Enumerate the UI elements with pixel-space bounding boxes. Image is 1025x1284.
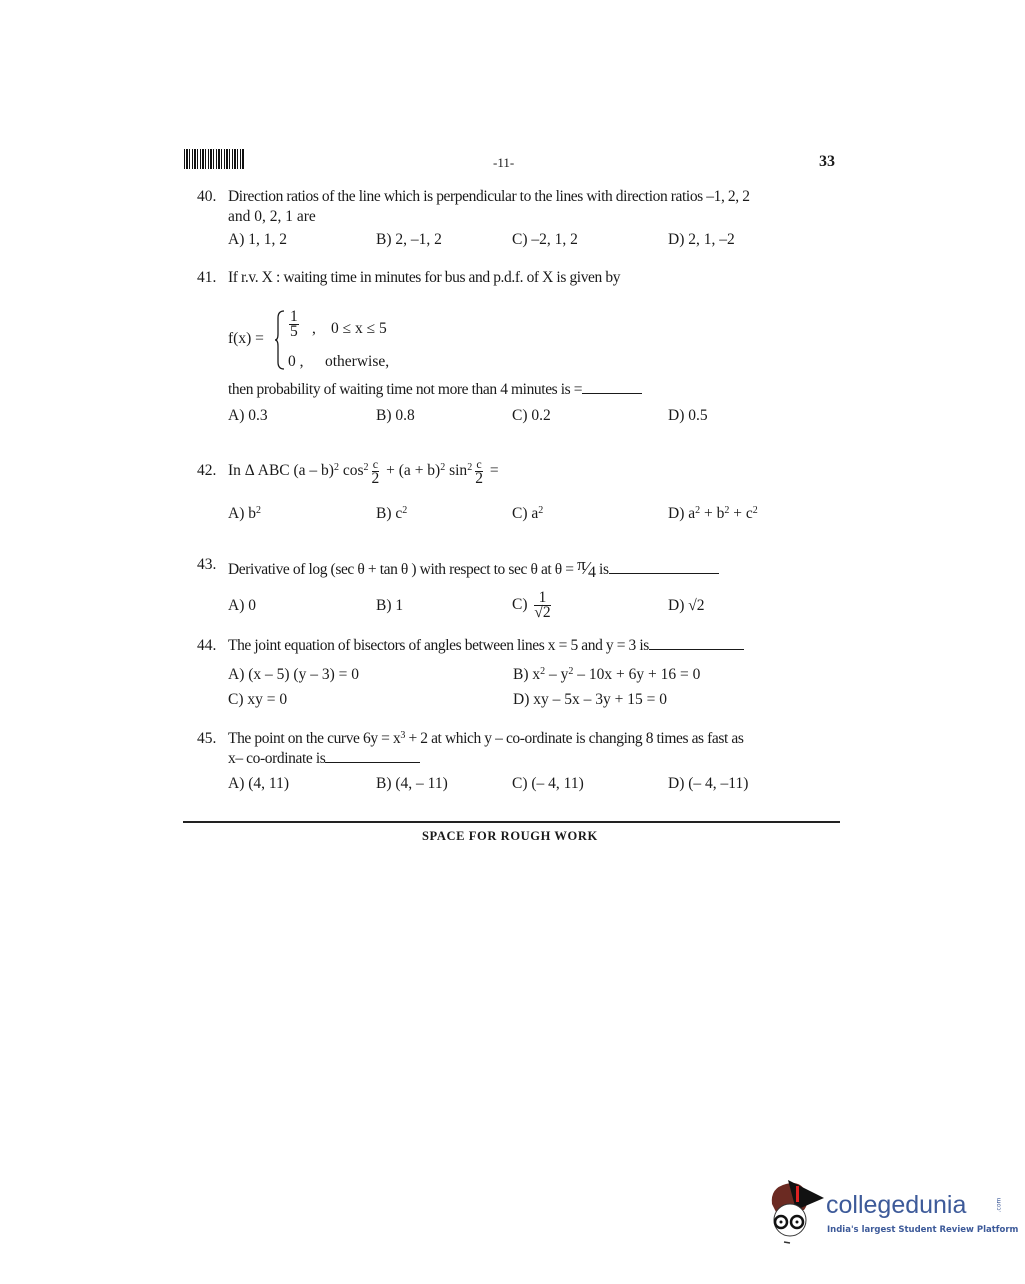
option-a: A) 0 [228, 597, 256, 614]
question-number: 40. [197, 188, 217, 205]
option-a: A) (4, 11) [228, 775, 289, 792]
question-stem: The point on the curve $6y = x^3 + 2$ at which y – co-ordinate is changing 8 times as fast as [228, 730, 744, 747]
option-d: D) (– 4, –11) [668, 775, 749, 792]
option-b: B) 0.8 [376, 407, 415, 424]
logo-wordmark: collegedunia [826, 1191, 967, 1219]
pdf-label: f(x) = [228, 330, 264, 347]
page-number: 33 [819, 153, 835, 170]
option-b: B) $x^2 - y^2 - 10x + 6y + 16 = 0$ [513, 666, 701, 683]
case1-condition: 0 ≤ x ≤ 5 [331, 320, 387, 337]
option-b: B) (4, – 11) [376, 775, 448, 792]
option-c: C) $a^2$ [512, 505, 544, 522]
question-stem: Direction ratios of the line which is perpendicular to the lines with direction ratios –1, 2, 2 [228, 188, 750, 205]
question-stem: If r.v. X : waiting time in minutes for bus and p.d.f. of X is given by [228, 269, 621, 286]
option-c: C) $\frac{1}{√2}$ [512, 588, 551, 621]
option-d: D) √2 [668, 597, 705, 614]
case1-value: $\frac{1}{5}$ [290, 308, 298, 340]
collegedunia-logo [766, 1176, 1019, 1256]
brace-icon [274, 310, 286, 370]
question-stem-cont: and 0, 2, 1 are [228, 208, 316, 225]
question-stem-cont: then probability of waiting time not more than 4 minutes is = [228, 381, 642, 399]
barcode [184, 149, 244, 169]
question-number: 44. [197, 637, 217, 654]
comma: , [312, 320, 316, 337]
case2-condition: otherwise, [325, 353, 390, 370]
option-d: D) 2, 1, –2 [668, 231, 735, 248]
question-stem: In Δ ABC (a – b)$^2$ $\cos^2$ $\frac{c}{2}$ + $(a + b)^2$ $\sin^2$ $\frac{c}{2}$ = [228, 456, 499, 487]
question-number: 42. [197, 462, 217, 479]
question-number: 45. [197, 730, 217, 747]
page-marker: -11- [493, 155, 515, 170]
case2-value: 0 , [288, 353, 304, 370]
option-c: C) xy = 0 [228, 691, 288, 708]
option-b: B) $c^2$ [376, 505, 408, 522]
option-c: C) –2, 1, 2 [512, 231, 578, 248]
option-c: C) (– 4, 11) [512, 775, 584, 792]
option-a: A) 0.3 [228, 407, 268, 424]
divider [183, 821, 840, 823]
option-d: D) xy – 5x – 3y + 15 = 0 [513, 691, 667, 708]
option-a: A) $b^2$ [228, 505, 261, 522]
option-b: B) 2, –1, 2 [376, 231, 442, 248]
logo-tagline: India's largest Student Review Platform [827, 1225, 1019, 1235]
option-a: A) (x – 5) (y – 3) = 0 [228, 666, 359, 683]
question-stem-cont: x– co-ordinate is [228, 750, 420, 768]
question-stem: Derivative of log (sec θ + tan θ ) with respect to sec θ at θ = π⁄4 is [228, 556, 719, 582]
question-number: 43. [197, 556, 217, 573]
mascot-icon [766, 1176, 828, 1246]
logo-dotcom: .com [995, 1197, 1003, 1213]
option-a: A) 1, 1, 2 [228, 231, 287, 248]
question-number: 41. [197, 269, 217, 286]
rough-work-label: SPACE FOR ROUGH WORK [422, 829, 598, 843]
option-d: D) 0.5 [668, 407, 708, 424]
option-d: D) $a^2 + b^2 + c^2$ [668, 505, 758, 522]
question-stem: The joint equation of bisectors of angles between lines x = 5 and y = 3 is [228, 637, 744, 655]
option-c: C) 0.2 [512, 407, 551, 424]
option-b: B) 1 [376, 597, 404, 614]
